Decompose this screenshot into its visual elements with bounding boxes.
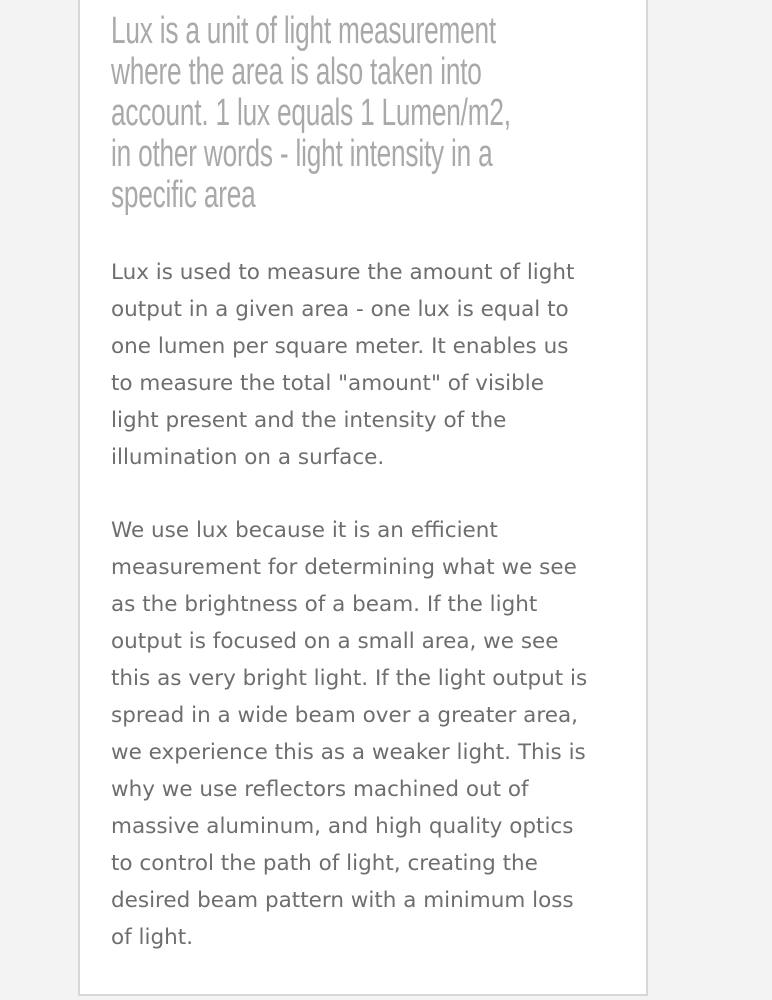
paragraph-line: desired beam pattern with a minimum loss: [111, 888, 574, 913]
heading-line: where the area is also taken into: [111, 51, 482, 93]
paragraph-line: illumination on a surface.: [111, 445, 385, 470]
paragraph-line: this as very bright light. If the light output is: [111, 666, 588, 691]
paragraph-line: output in a given area - one lux is equal to: [111, 297, 569, 322]
paragraph-line: to measure the total "amount" of visible: [111, 371, 544, 396]
paragraph-line: We use lux because it is an efficient: [111, 518, 498, 543]
paragraph-line: light present and the intensity of the: [111, 408, 507, 433]
article-paragraph-1: [111, 254, 616, 476]
heading-line: account. 1 lux equals 1 Lumen/m2,: [111, 92, 511, 134]
article-paragraph-2: [111, 512, 616, 956]
paragraph-line: to control the path of light, creating the: [111, 851, 538, 876]
paragraph-line: as the brightness of a beam. If the light: [111, 592, 538, 617]
paragraph-line: we experience this as a weaker light. This is: [111, 740, 586, 765]
paragraph-line: output is focused on a small area, we see: [111, 629, 559, 654]
paragraph-line: of light.: [111, 925, 194, 950]
heading-line: in other words - light intensity in a: [111, 133, 493, 175]
paragraph-line: spread in a wide beam over a greater area,: [111, 703, 578, 728]
heading-line: specific area: [111, 174, 256, 216]
paragraph-line: why we use reflectors machined out of: [111, 777, 529, 802]
paragraph-line: Lux is used to measure the amount of light: [111, 260, 575, 285]
paragraph-line: one lumen per square meter. It enables us: [111, 334, 569, 359]
article-card: [78, 0, 648, 996]
article-heading: [111, 10, 511, 216]
paragraph-line: measurement for determining what we see: [111, 555, 577, 580]
paragraph-line: massive aluminum, and high quality optics: [111, 814, 574, 839]
heading-line: Lux is a unit of light measurement: [111, 10, 497, 52]
